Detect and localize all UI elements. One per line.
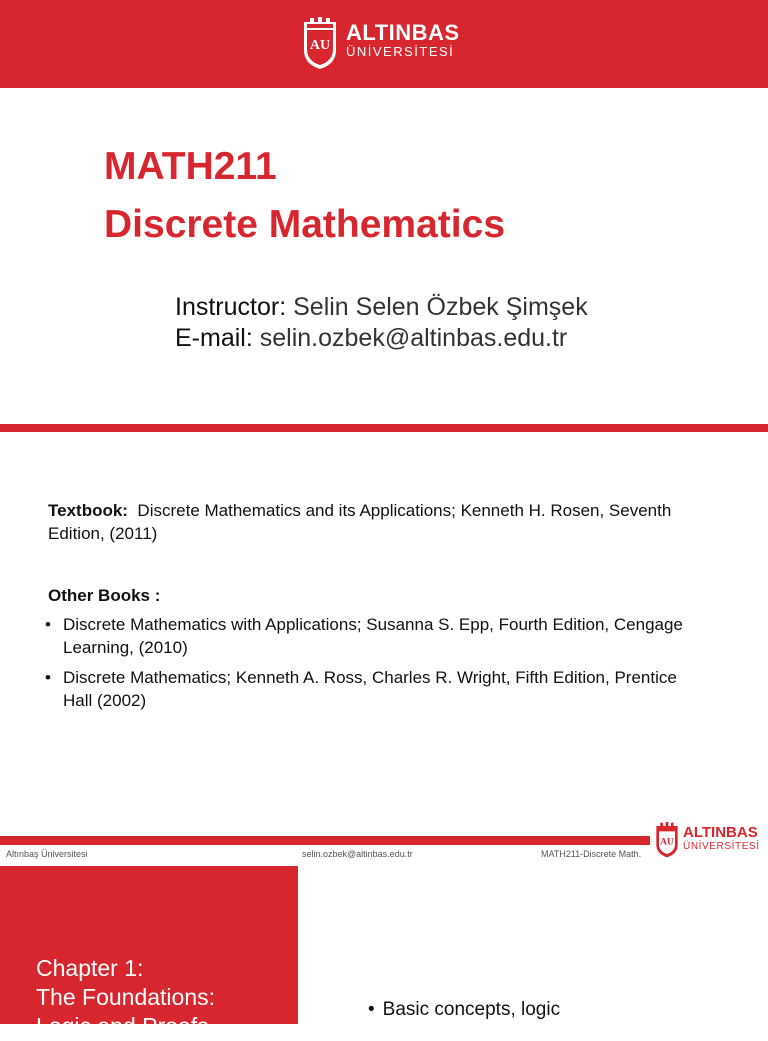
- bullet-icon: •: [45, 668, 51, 687]
- list-item: [44, 613, 684, 659]
- crest-letters: AU: [660, 837, 674, 848]
- course-title: Discrete Mathematics: [104, 203, 506, 246]
- other-books-heading: Other Books :: [48, 586, 161, 605]
- topic-text: Basic concepts, logic: [382, 999, 561, 1020]
- email-line: [175, 322, 567, 354]
- crest-letters: AU: [309, 38, 331, 53]
- chapter-title-line: Logic and Proofs: [36, 1013, 209, 1039]
- textbook-label: Textbook:: [48, 501, 128, 520]
- slide-divider: [0, 424, 768, 432]
- bullet-icon: •: [368, 999, 375, 1020]
- email-value: selin.ozbek@altinbas.edu.tr: [259, 324, 568, 352]
- university-crest-icon: [655, 822, 679, 858]
- logo-wordmark: ALTINBAS: [683, 824, 758, 841]
- university-crest-icon: [302, 16, 338, 70]
- course-code: MATH211: [104, 145, 277, 188]
- footer-university: Altınbaş Üniversitesi: [6, 849, 88, 859]
- footer-email: selin.ozbek@altinbas.edu.tr: [302, 849, 413, 859]
- logo-subtitle: ÜNİVERSİTESİ: [346, 44, 455, 59]
- footer-bar: [0, 836, 650, 845]
- chapter-panel: [0, 866, 298, 1039]
- logo-wordmark: ALTINBAS: [346, 20, 460, 45]
- email-label: E-mail:: [175, 324, 253, 352]
- instructor-line: [175, 291, 588, 323]
- book-text: Discrete Mathematics; Kenneth A. Ross, Charles R. Wright, Fifth Edition, Prentice Hall (2002): [63, 668, 677, 710]
- instructor-name: Selin Selen Özbek Şimşek: [293, 293, 588, 321]
- textbook-value: Discrete Mathematics and its Applications; Kenneth H. Rosen, Seventh Edition, (2011): [48, 501, 672, 543]
- university-logo: [302, 16, 472, 72]
- book-text: Discrete Mathematics with Applications; Susanna S. Epp, Fourth Edition, Cengage Learning, (2010): [63, 615, 683, 657]
- chapter-title: [36, 954, 296, 1041]
- chapter-title-line: Chapter 1:: [36, 955, 144, 981]
- list-item: [368, 997, 560, 1023]
- list-item: [44, 666, 684, 712]
- other-books-list: [44, 613, 684, 719]
- bullet-icon: •: [45, 615, 51, 634]
- instructor-label: Instructor:: [175, 293, 287, 321]
- footer-course: MATH211-Discrete Math.: [541, 849, 642, 859]
- textbook-entry: [48, 499, 688, 545]
- logo-subtitle: ÜNİVERSİTESİ: [683, 841, 760, 852]
- chapter-title-line: The Foundations:: [36, 984, 216, 1010]
- footer-logo: [655, 822, 767, 860]
